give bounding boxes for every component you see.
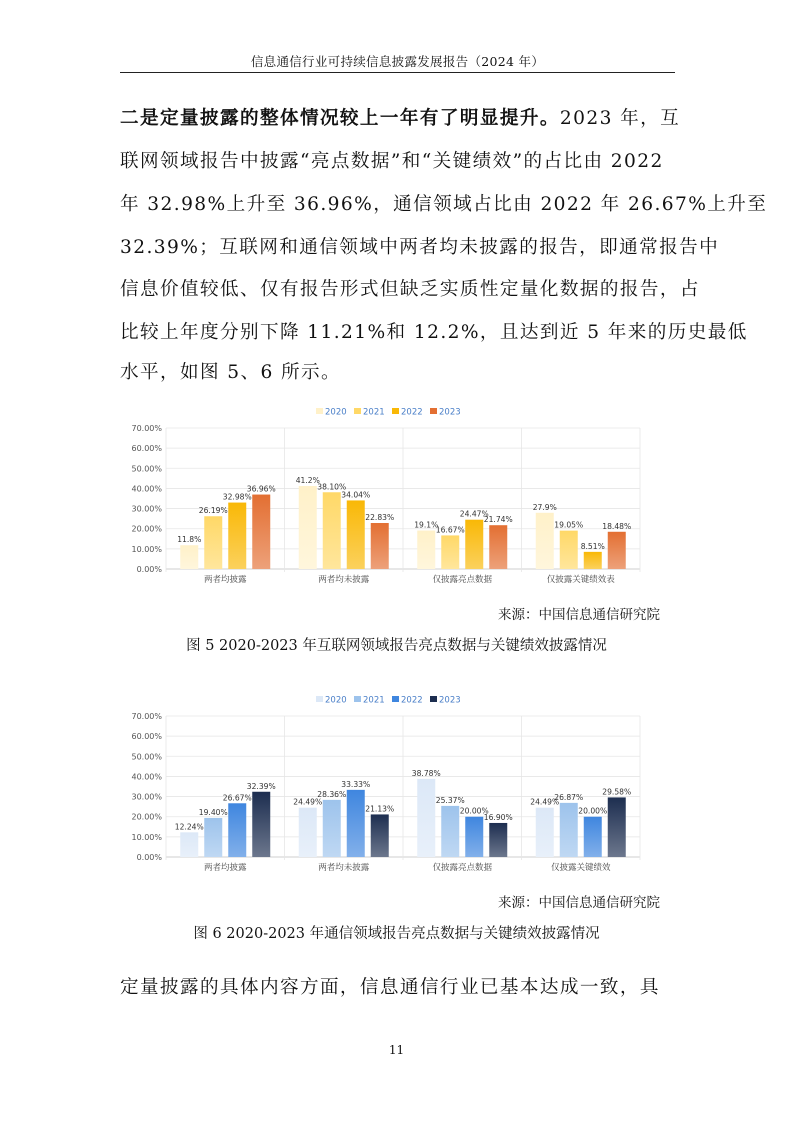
figure5-bar-chart: [122, 402, 646, 592]
y-tick-label: 20.00%: [131, 524, 162, 534]
figure6-source: 来源：中国信息通信研究院: [498, 895, 660, 911]
data-label: 36.96%: [246, 484, 276, 494]
line-text: 水平，如图 5、6 所示。: [120, 362, 342, 383]
legend-swatch: [392, 408, 399, 414]
bar: [252, 792, 270, 857]
x-category-label: 两者均披露: [203, 863, 247, 873]
data-label: 18.48%: [602, 521, 632, 531]
data-label: 19.40%: [198, 807, 228, 817]
data-label: 32.98%: [222, 492, 252, 502]
bar: [299, 486, 317, 569]
data-label: 22.83%: [365, 513, 395, 523]
data-label: 38.78%: [411, 768, 441, 778]
bar: [204, 516, 222, 569]
bar: [489, 823, 507, 857]
page-number: 11: [388, 1043, 405, 1057]
bar: [204, 818, 222, 857]
figure5-caption: 图 5 2020-2023 年互联网领域报告亮点数据与关键绩效披露情况: [186, 638, 607, 654]
legend-label: 2023: [439, 407, 461, 418]
x-category-label: 两者均披露: [203, 575, 247, 585]
legend-label: 2021: [363, 695, 385, 706]
legend-swatch: [316, 696, 323, 702]
x-category-label: 两者均未披露: [318, 575, 370, 585]
data-label: 24.49%: [293, 797, 323, 807]
data-label: 19.1%: [414, 520, 439, 530]
bar: [560, 531, 578, 569]
data-label: 26.19%: [198, 506, 228, 516]
legend-label: 2021: [363, 407, 385, 418]
line-text: 2023 年，互: [559, 108, 681, 129]
closing-line: 定量披露的具体内容方面，信息通信行业已基本达成一致，具: [120, 977, 660, 998]
x-category-label: 仅披露亮点数据: [432, 863, 493, 873]
data-label: 21.74%: [483, 515, 513, 525]
bar: [347, 500, 365, 569]
body-line: [120, 190, 768, 216]
bar: [536, 808, 554, 857]
data-label: 26.67%: [222, 793, 252, 803]
bar: [608, 797, 626, 857]
data-label: 24.49%: [530, 797, 560, 807]
data-label: 16.67%: [435, 525, 465, 535]
data-label: 26.87%: [554, 792, 584, 802]
y-tick-label: 50.00%: [131, 752, 162, 762]
data-label: 19.05%: [554, 520, 584, 530]
bar: [347, 790, 365, 857]
legend-swatch: [354, 696, 361, 702]
line-text: 信息价值较低、仅有报告形式但缺乏实质性定量化数据的报告，占: [120, 279, 700, 300]
body-line: [120, 318, 748, 344]
legend-label: 2023: [439, 695, 461, 706]
data-label: 28.36%: [317, 789, 347, 799]
data-label: 29.58%: [602, 787, 632, 797]
legend-label: 2020: [325, 407, 347, 418]
x-category-label: 仅披露关键绩效: [550, 863, 611, 873]
y-tick-label: 20.00%: [131, 812, 162, 822]
body-line: [120, 358, 660, 384]
body-line: [120, 147, 664, 173]
data-label: 12.24%: [174, 822, 204, 832]
data-label: 8.51%: [580, 541, 605, 551]
body-line: [120, 104, 681, 130]
bar: [371, 523, 389, 569]
body-line: [120, 233, 720, 259]
data-label: 20.00%: [459, 806, 489, 816]
bar: [536, 513, 554, 569]
data-label: 33.33%: [341, 779, 371, 789]
figure6-bar-chart: [122, 690, 646, 880]
y-tick-label: 50.00%: [131, 464, 162, 474]
legend-label: 2022: [401, 407, 423, 418]
bar: [417, 779, 435, 857]
bar: [560, 803, 578, 857]
data-label: 11.8%: [177, 535, 202, 545]
bar: [584, 552, 602, 569]
data-label: 32.39%: [246, 781, 276, 791]
x-category-label: 两者均未披露: [318, 863, 370, 873]
bar: [180, 832, 198, 857]
bar: [228, 803, 246, 857]
legend-label: 2020: [325, 695, 347, 706]
bar: [584, 817, 602, 857]
legend-swatch: [316, 408, 323, 414]
line-text: 联网领域报告中披露“亮点数据”和“关键绩效”的占比由 2022: [120, 151, 664, 172]
data-label: 20.00%: [578, 806, 608, 816]
y-tick-label: 0.00%: [136, 853, 162, 862]
body-line: [120, 275, 700, 301]
bar: [371, 814, 389, 857]
line-text: 32.39%；互联网和通信领域中两者均未披露的报告，即通常报告中: [120, 237, 720, 258]
y-tick-label: 40.00%: [131, 484, 162, 494]
figure5-source: 来源：中国信息通信研究院: [498, 607, 660, 623]
legend-swatch: [430, 696, 437, 702]
legend-swatch: [392, 696, 399, 702]
header-rule: [120, 72, 675, 73]
bar: [252, 495, 270, 569]
bar: [299, 808, 317, 857]
legend-swatch: [354, 408, 361, 414]
bar: [180, 545, 198, 569]
bar: [608, 532, 626, 569]
emphasis-text: 二是定量披露的整体情况较上一年有了明显提升。: [120, 108, 560, 129]
y-tick-label: 60.00%: [131, 732, 162, 742]
bar: [228, 503, 246, 569]
y-tick-label: 70.00%: [131, 712, 162, 721]
bar: [465, 817, 483, 857]
bar: [441, 535, 459, 569]
x-category-label: 仅披露亮点数据: [432, 575, 493, 585]
y-tick-label: 10.00%: [131, 832, 162, 842]
y-tick-label: 60.00%: [131, 444, 162, 454]
data-label: 16.90%: [483, 812, 513, 822]
data-label: 41.2%: [295, 476, 320, 486]
x-category-label: 仅披露关键绩效表: [546, 575, 615, 585]
data-label: 21.13%: [365, 804, 395, 814]
bar: [417, 531, 435, 569]
bar: [323, 492, 341, 569]
line-text: 年 32.98%上升至 36.96%，通信领域占比由 2022 年 26.67%上升至: [120, 194, 768, 215]
legend-label: 2022: [401, 695, 423, 706]
bar: [465, 520, 483, 569]
line-text: 比较上年度分别下降 11.21%和 12.2%，且达到近 5 年来的历史最低: [120, 322, 748, 343]
legend-swatch: [430, 408, 437, 414]
figure6-caption: 图 6 2020-2023 年通信领域报告亮点数据与关键绩效披露情况: [193, 926, 600, 942]
data-label: 38.10%: [317, 482, 347, 492]
y-tick-label: 30.00%: [131, 792, 162, 802]
y-tick-label: 70.00%: [131, 424, 162, 433]
data-label: 24.47%: [459, 509, 489, 519]
y-tick-label: 40.00%: [131, 772, 162, 782]
bar: [489, 525, 507, 569]
bar: [441, 806, 459, 857]
running-header: 信息通信行业可持续信息披露发展报告（2024 年）: [250, 54, 545, 69]
data-label: 34.04%: [341, 490, 371, 500]
y-tick-label: 0.00%: [136, 565, 162, 574]
data-label: 25.37%: [435, 795, 465, 805]
data-label: 27.9%: [532, 502, 557, 512]
bar: [323, 800, 341, 857]
y-tick-label: 10.00%: [131, 544, 162, 554]
y-tick-label: 30.00%: [131, 504, 162, 514]
